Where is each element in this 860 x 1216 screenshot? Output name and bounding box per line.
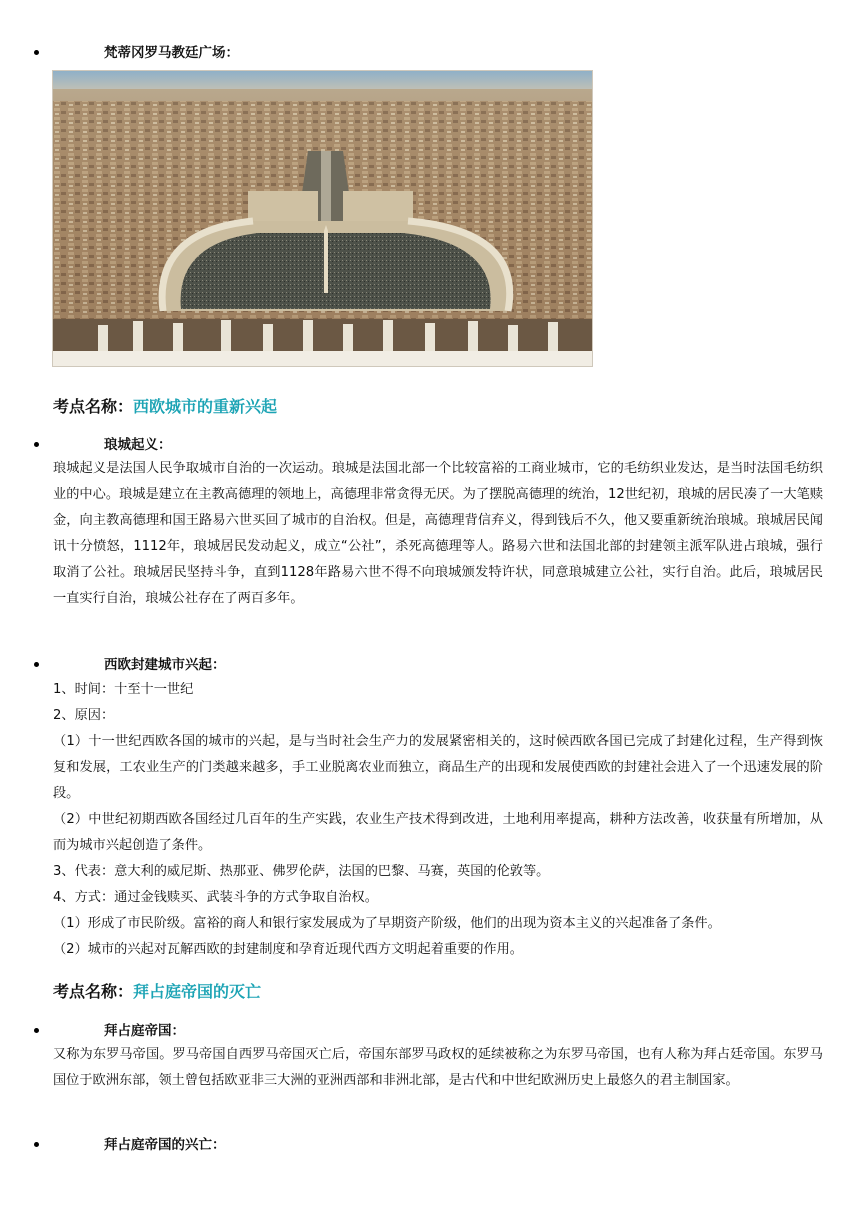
byzantine-paragraph: 又称为东罗马帝国。罗马帝国自西罗马帝国灭亡后，帝国东部罗马政权的延续被称之为东罗马帝国，也有人称为拜占廷帝国。东罗马国位于欧洲东部，领土曾包括欧亚非三大洲的亚洲西部和非洲北部，是古代和中世纪欧洲历史上最悠久的君主制国家。 (53, 1047, 823, 1088)
bullet-photo-caption (0, 44, 860, 66)
cities-representatives: 3、代表：意大利的威尼斯、热那亚、佛罗伦萨，法国的巴黎、马赛，英国的伦敦等。 (53, 864, 550, 879)
byzantine-title: 拜占庭帝国： (104, 1023, 185, 1039)
cities-time: 1、时间：十至十一世纪 (53, 682, 194, 697)
bullet-byzantine-empire (0, 1022, 860, 1044)
cities-effect-2: （2）城市的兴起对瓦解西欧的封建制度和孕育近现代西方文明起着重要的作用。 (53, 942, 523, 957)
heading-label: 考点名称： (53, 397, 134, 416)
heading-western-europe-cities (53, 396, 277, 418)
heading-value: 拜占庭帝国的灭亡 (133, 982, 262, 1001)
bullet-feudal-cities (0, 656, 860, 678)
heading-byzantine-fall (53, 981, 261, 1003)
laon-title: 琅城起义： (104, 437, 172, 453)
cities-method: 4、方式：通过金钱赎买、武装斗争的方式争取自治权。 (53, 890, 378, 905)
cities-reason-1: （1）十一世纪西欧各国的城市的兴起，是与当时社会生产力的发展紧密相关的，这时候西欧各国已完成了封建化过程，生产得到恢复和发展，工农业生产的门类越来越多，手工业脱离农业而独立，商品生产的出现和发展使西欧的封建社会进入了一个迅速发展的阶段。 (53, 734, 823, 801)
cities-reason-2: （2）中世纪初期西欧各国经过几百年的生产实践，农业生产技术得到改进，土地利用率提高，耕种方法改善，收获量有所增加，从而为城市兴起创造了条件。 (53, 812, 823, 853)
bullet-dot (34, 442, 39, 447)
heading-label: 考点名称： (53, 982, 134, 1001)
bullet-byzantine-rise-fall (0, 1136, 860, 1158)
cities-title: 西欧封建城市兴起： (104, 657, 226, 673)
laon-paragraph: 琅城起义是法国人民争取城市自治的一次运动。琅城是法国北部一个比较富裕的工商业城市，它的毛纺织业发达，是当时法国毛纺织业的中心。琅城是建立在主教高德理的领地上，高德理非常贪得无厌。为了摆脱高德理的统治，12世纪初，琅城的居民凑了一大笔赎金，向主教高德理和国王路易六世买回了城市的自治权。但是，高德理背信弃义，得到钱后不久，他又要重新统治琅城。琅城居民闻讯十分愤怒，1112年，琅城居民发动起义，成立“公社”，杀死高德理等人。路易六世和法国北部的封建领主派军队进占琅城，强行取消了公社。琅城居民坚持斗争，直到1128年路易六世不得不向琅城颁发特许状，同意琅城建立公社，实行自治。此后，琅城居民一直实行自治，琅城公社存在了两百多年。 (53, 461, 823, 606)
byzantine-rise-title: 拜占庭帝国的兴亡： (104, 1137, 226, 1153)
bullet-dot (34, 1142, 39, 1147)
cities-reason: 2、原因： (53, 708, 115, 723)
cities-effect-1: （1）形成了市民阶级。富裕的商人和银行家发展成为了早期资产阶级，他们的出现为资本主义的兴起准备了条件。 (53, 916, 721, 931)
heading-value: 西欧城市的重新兴起 (133, 397, 278, 416)
bullet-laon-uprising (0, 436, 860, 458)
bullet-dot (34, 50, 39, 55)
bullet-dot (34, 1028, 39, 1033)
bullet-dot (34, 662, 39, 667)
photo-caption: 梵蒂冈罗马教廷广场： (104, 45, 239, 61)
st-peters-square-photo (52, 70, 593, 367)
